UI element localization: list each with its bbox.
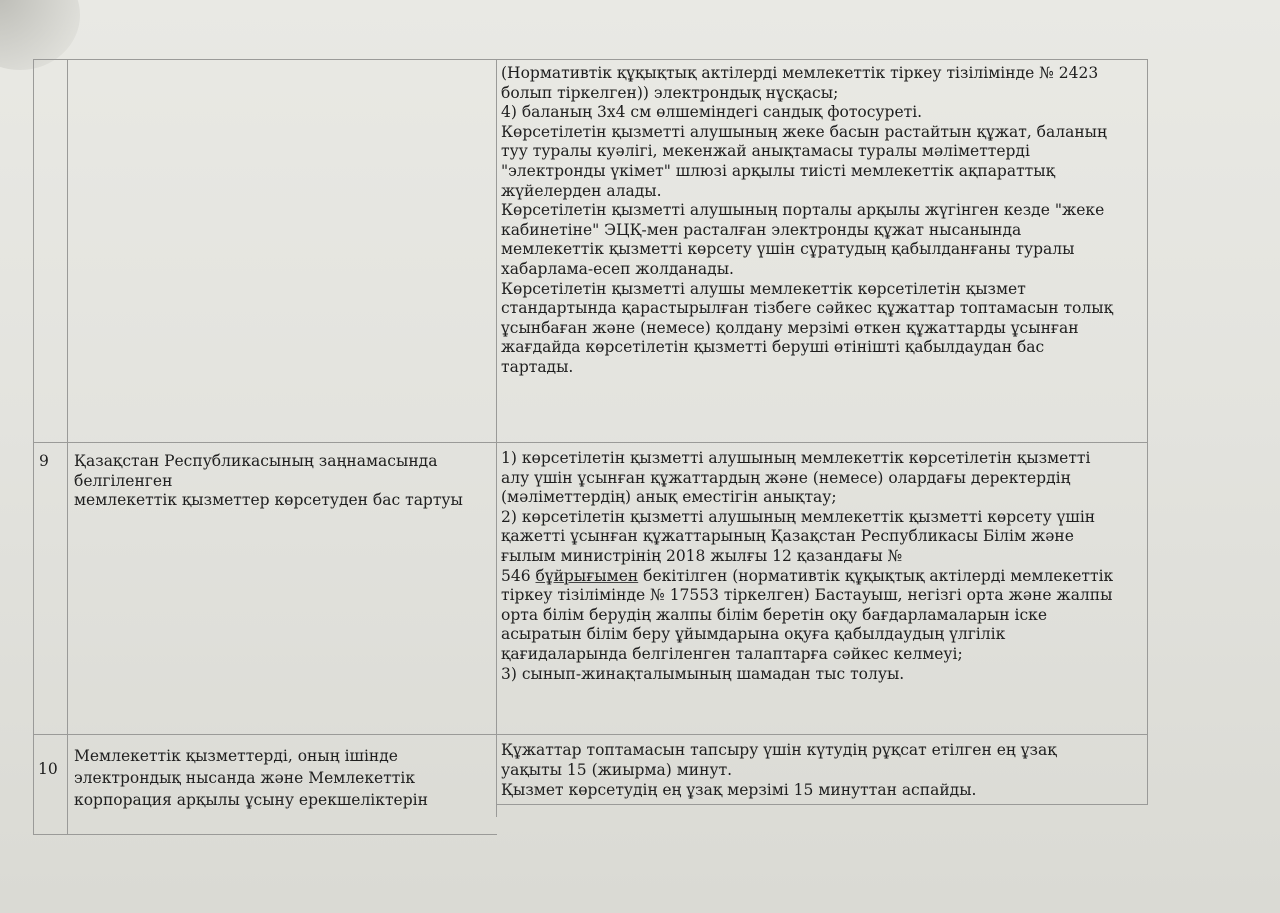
text-line: қажетті ұсынған құжаттарының Қазақстан Республикасы Білім және — [501, 527, 1074, 546]
text-line: Қазақстан Республикасының заңнамасында — [74, 452, 438, 470]
row-1-content — [501, 64, 1113, 378]
text-line: (мәліметтердің) анық еместігін анықтау; — [501, 488, 837, 507]
row-10-content — [501, 740, 1057, 800]
row-divider-1 — [33, 442, 1147, 443]
text-line: Мемлекеттік қызметтерді, оның ішінде — [74, 747, 398, 765]
text-line: электрондық нысанда және Мемлекеттік — [74, 769, 416, 787]
text-line: қағидаларында белгіленген талаптарға сәйкес келмеуі; — [501, 644, 963, 663]
row-number-10: 10 — [38, 760, 58, 778]
row-divider-2 — [33, 734, 1147, 735]
text-line: Қызмет көрсетудің ең ұзақ мерзімі 15 минуттан аспайды. — [501, 781, 977, 799]
text-line: асыратын білім беру ұйымдарына оқуға қабылдаудың үлгілік — [501, 625, 1006, 644]
text-line: Көрсетілетін қызметті алушының порталы арқылы жүгінген кезде "жеке — [501, 201, 1105, 220]
text-line: 4) баланың 3х4 см өлшеміндегі сандық фотосуреті. — [501, 103, 923, 122]
text-line: Көрсетілетін қызметті алушы мемлекеттік көрсетілетін қызмет — [501, 279, 1026, 298]
text-line: 1) көрсетілетін қызметті алушының мемлекеттік көрсетілетін қызметті — [501, 449, 1091, 467]
column-divider-1 — [67, 59, 68, 835]
text-line: болып тіркелген)) электрондық нұсқасы; — [501, 83, 839, 102]
text-line: "электронды үкімет" шлюзі арқылы тиісті мемлекеттік ақпараттық — [501, 161, 1055, 180]
text-line: стандартында қарастырылған тізбеге сәйкес құжаттар топтамасын толық — [501, 299, 1113, 318]
row-9-content — [501, 449, 1113, 684]
text-line: жүйелерден алады. — [501, 181, 662, 200]
text-line: орта білім берудің жалпы білім беретін оқу бағдарламаларын іске — [501, 605, 1048, 624]
row-10-title — [74, 745, 428, 811]
text-line: 546 бұйрығымен бекітілген (нормативтік құқықтық актілерді мемлекеттік — [501, 566, 1114, 585]
text-line: тіркеу тізілімінде № 17553 тіркелген) Бастауыш, негізгі орта және жалпы — [501, 586, 1113, 605]
row-bottom-border-left — [33, 834, 497, 835]
text-line: мемлекеттік қызметті көрсету үшін сұратудың қабылданғаны туралы — [501, 240, 1075, 259]
text-line: алу үшін ұсынған құжаттардың және (немесе) олардағы деректердің — [501, 468, 1071, 487]
table-top-border — [33, 59, 1148, 60]
text-line: жағдайда көрсетілетін қызметті беруші өтінішті қабылдаудан бас — [501, 338, 1045, 357]
text-line: 2) көрсетілетін қызметті алушының мемлекеттік қызметті көрсету үшін — [501, 507, 1096, 526]
text-line: ұсынбаған және (немесе) қолдану мерзімі өткен құжаттарды ұсынған — [501, 318, 1079, 337]
text-line: корпорация арқылы ұсыну ерекшеліктерін — [74, 791, 428, 809]
text-line: ғылым министрінің 2018 жылғы 12 қазандағы № — [501, 546, 903, 565]
row-9-title — [74, 452, 463, 511]
table-left-border — [33, 59, 34, 835]
table-right-border — [1147, 59, 1148, 805]
text-line: уақыты 15 (жиырма) минут. — [501, 761, 733, 779]
text-line: тартады. — [501, 357, 574, 376]
row-number-9: 9 — [39, 452, 49, 470]
column-divider-2 — [496, 59, 497, 817]
text-line: (Нормативтік құқықтық актілерді мемлекеттік тіркеу тізілімінде № 2423 — [501, 64, 1099, 82]
text-line: мемлекеттік қызметтер көрсетуден бас тартуы — [74, 491, 463, 509]
text-line: Құжаттар топтамасын тапсыру үшін күтудің рұқсат етілген ең ұзақ — [501, 741, 1057, 759]
underlined-word: бұйрығымен — [535, 566, 639, 585]
text-line: хабарлама-есеп жолданады. — [501, 259, 734, 278]
row-bottom-border-right — [496, 804, 1148, 805]
text-line: кабинетіне" ЭЦҚ-мен расталған электронды құжат нысанында — [501, 220, 1022, 239]
text-line: Көрсетілетін қызметті алушының жеке басын растайтын құжат, баланың — [501, 122, 1107, 141]
text-line: туу туралы куәлігі, мекенжай анықтамасы туралы мәліметтерді — [501, 142, 1030, 161]
text-line: белгіленген — [74, 471, 173, 490]
text-line: 3) сынып-жинақталымының шамадан тыс толуы. — [501, 664, 905, 683]
